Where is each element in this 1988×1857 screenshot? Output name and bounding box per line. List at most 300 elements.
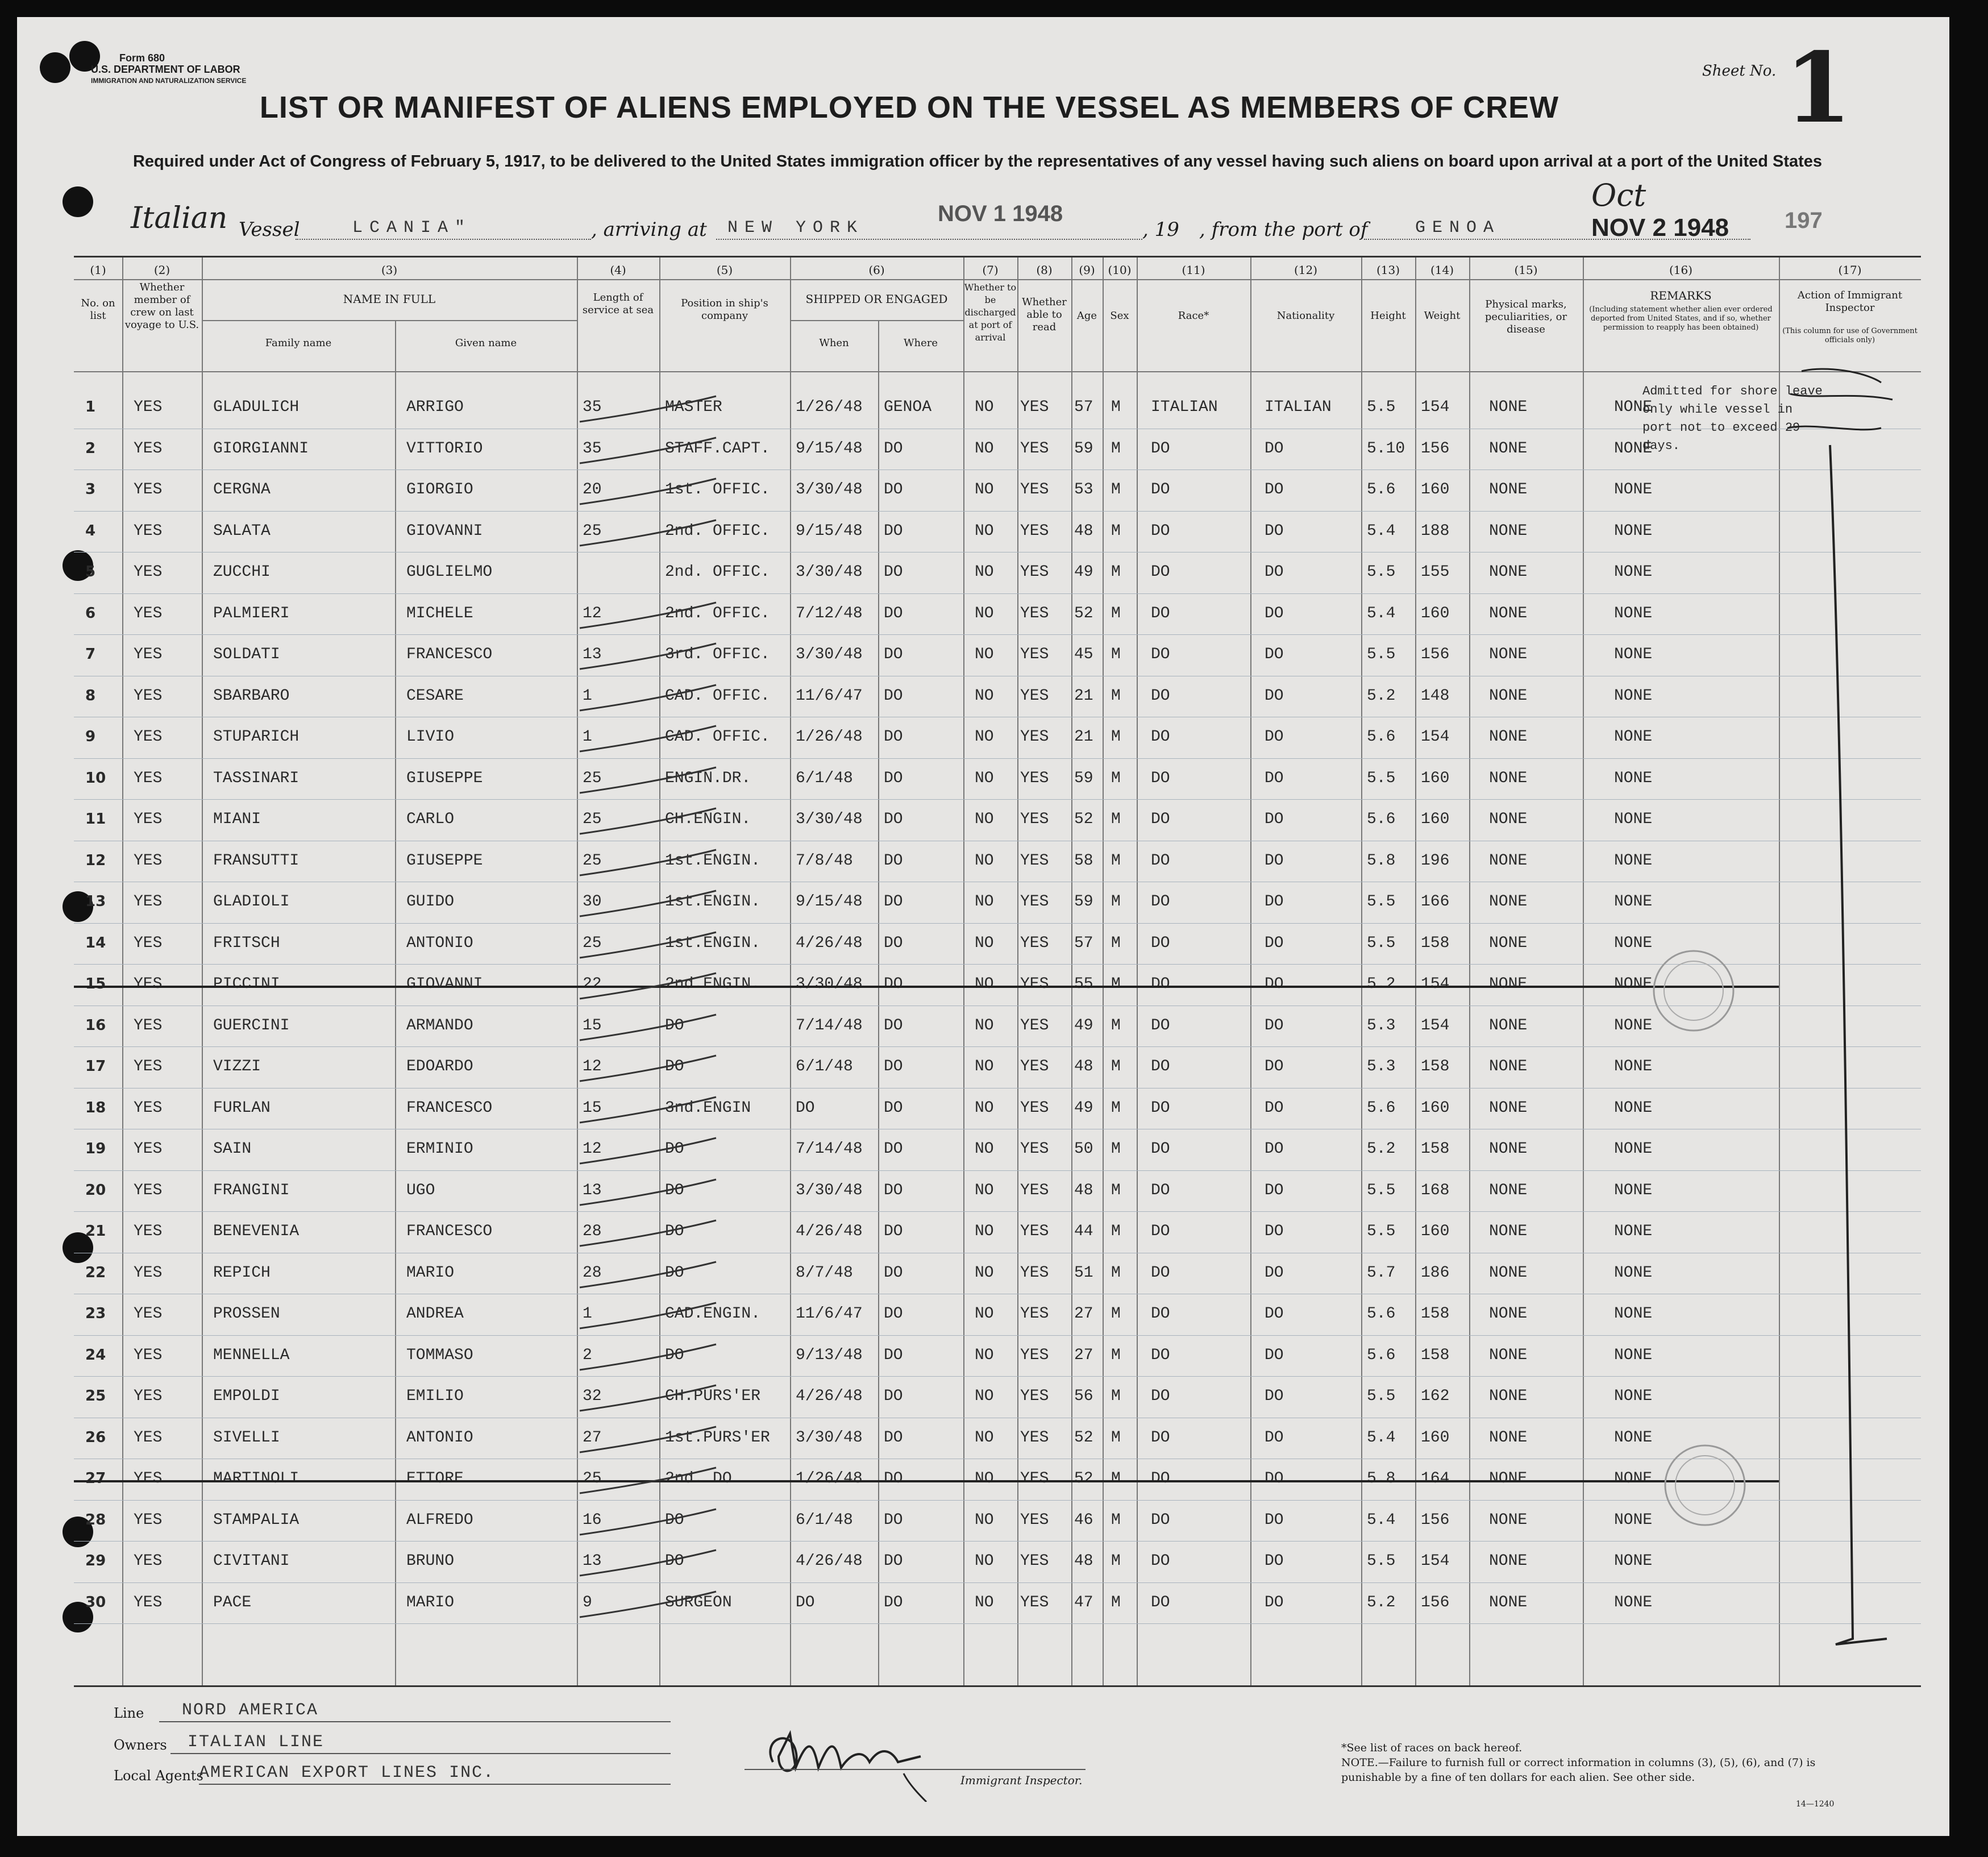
weight: 158 bbox=[1421, 934, 1450, 952]
age: 52 bbox=[1074, 604, 1093, 622]
remarks: NONE bbox=[1614, 522, 1653, 540]
family-name: SAIN bbox=[213, 1140, 252, 1158]
nationality: DO bbox=[1265, 811, 1284, 828]
col-header-sex: Sex bbox=[1110, 310, 1129, 322]
col-num: (10) bbox=[1108, 263, 1132, 277]
remarks: NONE bbox=[1614, 1058, 1653, 1075]
shipped-where: DO bbox=[884, 604, 903, 622]
discharged-at-port: NO bbox=[975, 1058, 994, 1075]
weight: 158 bbox=[1421, 1058, 1450, 1075]
able-to-read: YES bbox=[1020, 1223, 1049, 1240]
row-number: 29 bbox=[85, 1552, 106, 1569]
shipped-where: DO bbox=[884, 975, 903, 993]
agents-underline bbox=[199, 1784, 671, 1785]
shipped-when: 1/26/48 bbox=[796, 398, 863, 416]
discharged-at-port: NO bbox=[975, 1346, 994, 1364]
line-value: NORD AMERICA bbox=[182, 1701, 319, 1720]
length-of-service: 25 bbox=[583, 1470, 602, 1488]
position: 2nd. DO bbox=[665, 1470, 732, 1488]
sex: M bbox=[1111, 1346, 1121, 1364]
age: 52 bbox=[1074, 811, 1093, 828]
physical-marks: NONE bbox=[1489, 975, 1528, 993]
departure-date-stamp: NOV 2 1948 bbox=[1591, 214, 1729, 242]
nationality: DO bbox=[1265, 1016, 1284, 1035]
height: 5.8 bbox=[1367, 851, 1396, 870]
col-num: (1) bbox=[90, 263, 106, 277]
length-of-service: 13 bbox=[583, 1181, 602, 1199]
crew-last-voyage: YES bbox=[134, 1346, 163, 1364]
age: 47 bbox=[1074, 1593, 1093, 1611]
crew-last-voyage: YES bbox=[134, 522, 163, 540]
sex: M bbox=[1111, 975, 1121, 993]
nationality: DO bbox=[1265, 1181, 1284, 1199]
crew-last-voyage: YES bbox=[134, 439, 163, 458]
shipped-when: 7/14/48 bbox=[796, 1140, 863, 1158]
weight: 155 bbox=[1421, 563, 1450, 581]
remarks: NONE bbox=[1614, 1181, 1653, 1199]
discharged-at-port: NO bbox=[975, 1305, 994, 1323]
col-header-discharged: Whether to be discharged at port of arrival bbox=[964, 282, 1017, 343]
height: 5.2 bbox=[1367, 1140, 1396, 1158]
signature-stroke bbox=[904, 1773, 926, 1802]
crew-last-voyage: YES bbox=[134, 1387, 163, 1405]
age: 44 bbox=[1074, 1223, 1093, 1240]
position: DO bbox=[665, 1140, 684, 1158]
discharged-at-port: NO bbox=[975, 1099, 994, 1117]
remarks: NONE bbox=[1614, 975, 1653, 993]
inspector-label: Immigrant Inspector. bbox=[960, 1773, 1083, 1787]
discharged-at-port: NO bbox=[975, 1428, 994, 1447]
remarks: NONE bbox=[1614, 1593, 1653, 1611]
sex: M bbox=[1111, 1305, 1121, 1323]
physical-marks: NONE bbox=[1489, 604, 1528, 622]
position: DO bbox=[665, 1511, 684, 1529]
discharged-at-port: NO bbox=[975, 1552, 994, 1570]
height: 5.5 bbox=[1367, 769, 1396, 787]
weight: 160 bbox=[1421, 1099, 1450, 1117]
physical-marks: NONE bbox=[1489, 851, 1528, 870]
given-name: GUGLIELMO bbox=[406, 563, 493, 581]
shipped-where: DO bbox=[884, 1593, 903, 1611]
position: DO bbox=[665, 1346, 684, 1364]
form-number: Form 680 bbox=[119, 52, 165, 64]
age: 51 bbox=[1074, 1264, 1093, 1282]
race: DO bbox=[1151, 1511, 1170, 1529]
discharged-at-port: NO bbox=[975, 604, 994, 622]
row-number: 6 bbox=[85, 604, 96, 622]
nationality: DO bbox=[1265, 1387, 1284, 1405]
row-number: 28 bbox=[85, 1511, 106, 1528]
height: 5.5 bbox=[1367, 1552, 1396, 1570]
able-to-read: YES bbox=[1020, 687, 1049, 705]
row-number: 10 bbox=[85, 769, 106, 787]
handwritten-note: Italian bbox=[131, 201, 228, 235]
family-name: PROSSEN bbox=[213, 1305, 280, 1323]
height: 5.6 bbox=[1367, 1099, 1396, 1117]
remarks: NONE bbox=[1614, 1264, 1653, 1282]
able-to-read: YES bbox=[1020, 522, 1049, 540]
family-name: PICCINI bbox=[213, 975, 280, 993]
sex: M bbox=[1111, 893, 1121, 911]
physical-marks: NONE bbox=[1489, 1140, 1528, 1158]
manifest-sheet bbox=[17, 17, 1949, 1836]
owners-label: Owners bbox=[114, 1737, 167, 1753]
height: 5.5 bbox=[1367, 1387, 1396, 1405]
able-to-read: YES bbox=[1020, 1305, 1049, 1323]
arriving-label: , arriving at bbox=[591, 218, 707, 241]
row-number: 30 bbox=[85, 1593, 106, 1611]
sex: M bbox=[1111, 1016, 1121, 1035]
race: DO bbox=[1151, 1099, 1170, 1117]
position: DO bbox=[665, 1264, 684, 1282]
weight: 188 bbox=[1421, 522, 1450, 540]
shipped-when: DO bbox=[796, 1593, 815, 1611]
shipped-when: 4/26/48 bbox=[796, 1387, 863, 1405]
length-of-service: 32 bbox=[583, 1387, 602, 1405]
seal-stamp-icon bbox=[1654, 951, 1733, 1031]
physical-marks: NONE bbox=[1489, 1470, 1528, 1488]
height: 5.5 bbox=[1367, 1181, 1396, 1199]
race: DO bbox=[1151, 728, 1170, 746]
nationality: DO bbox=[1265, 728, 1284, 746]
shipped-where: DO bbox=[884, 1223, 903, 1240]
col-header-race: Race* bbox=[1178, 310, 1209, 322]
crew-last-voyage: YES bbox=[134, 604, 163, 622]
length-of-service: 15 bbox=[583, 1099, 602, 1117]
seal-stamp-inner bbox=[1664, 961, 1723, 1020]
given-name: FRANCESCO bbox=[406, 1223, 493, 1240]
shipped-when: 9/15/48 bbox=[796, 439, 863, 458]
family-name: EMPOLDI bbox=[213, 1387, 280, 1405]
nationality: DO bbox=[1265, 604, 1284, 622]
given-name: GIOVANNI bbox=[406, 975, 483, 993]
family-name: SOLDATI bbox=[213, 646, 280, 663]
arrival-port: NEW YORK bbox=[727, 218, 864, 238]
family-name: REPICH bbox=[213, 1264, 271, 1282]
handwritten-note-stroke bbox=[1802, 369, 1881, 383]
vessel-line bbox=[17, 177, 1949, 246]
page-reference-stamp: 197 bbox=[1785, 208, 1823, 233]
weight: 154 bbox=[1421, 728, 1450, 746]
crew-last-voyage: YES bbox=[134, 934, 163, 952]
sex: M bbox=[1111, 851, 1121, 870]
inspector-underline bbox=[745, 1769, 1086, 1770]
discharged-at-port: NO bbox=[975, 1511, 994, 1529]
col-num: (2) bbox=[153, 263, 170, 277]
weight: 186 bbox=[1421, 1264, 1450, 1282]
age: 49 bbox=[1074, 563, 1093, 581]
position: 1st.ENGIN. bbox=[665, 934, 761, 952]
shipped-when: 3/30/48 bbox=[796, 1428, 863, 1447]
able-to-read: YES bbox=[1020, 811, 1049, 828]
able-to-read: YES bbox=[1020, 1346, 1049, 1364]
shipped-when: 6/1/48 bbox=[796, 1511, 853, 1529]
col-header-age: Age bbox=[1076, 310, 1097, 322]
age: 21 bbox=[1074, 728, 1093, 746]
weight: 154 bbox=[1421, 975, 1450, 993]
row-number: 27 bbox=[85, 1470, 106, 1487]
given-name: UGO bbox=[406, 1181, 435, 1199]
age: 52 bbox=[1074, 1428, 1093, 1447]
height: 5.4 bbox=[1367, 1428, 1396, 1447]
shipped-where: DO bbox=[884, 851, 903, 870]
shipped-where: DO bbox=[884, 481, 903, 498]
crew-table bbox=[74, 256, 1921, 1687]
row-number: 9 bbox=[85, 728, 96, 745]
race: DO bbox=[1151, 851, 1170, 870]
handwritten-note-stroke bbox=[1790, 394, 1893, 400]
length-of-service: 1 bbox=[583, 1305, 592, 1323]
crew-last-voyage: YES bbox=[134, 1016, 163, 1035]
length-of-service: 12 bbox=[583, 1058, 602, 1075]
position: 2nd. OFFIC. bbox=[665, 604, 770, 622]
shipped-when: 3/30/48 bbox=[796, 481, 863, 498]
shipped-where: DO bbox=[884, 1264, 903, 1282]
seal-stamp-icon bbox=[1665, 1445, 1745, 1525]
sex: M bbox=[1111, 1470, 1121, 1488]
crew-last-voyage: YES bbox=[134, 1181, 163, 1199]
row-number: 26 bbox=[85, 1428, 106, 1446]
discharged-at-port: NO bbox=[975, 893, 994, 911]
crew-last-voyage: YES bbox=[134, 1593, 163, 1611]
shipped-when: 3/30/48 bbox=[796, 1181, 863, 1199]
discharged-at-port: NO bbox=[975, 1016, 994, 1035]
length-of-service: 25 bbox=[583, 934, 602, 952]
weight: 154 bbox=[1421, 1552, 1450, 1570]
race: DO bbox=[1151, 481, 1170, 498]
discharged-at-port: NO bbox=[975, 975, 994, 993]
row-number: 24 bbox=[85, 1346, 106, 1364]
physical-marks: NONE bbox=[1489, 1181, 1528, 1199]
position: STAFF.CAPT. bbox=[665, 439, 770, 458]
family-name: MIANI bbox=[213, 811, 261, 828]
able-to-read: YES bbox=[1020, 1593, 1049, 1611]
race: DO bbox=[1151, 522, 1170, 540]
remarks: NONE bbox=[1614, 1387, 1653, 1405]
col-header-position: Position in ship's company bbox=[681, 297, 768, 322]
physical-marks: NONE bbox=[1489, 769, 1528, 787]
height: 5.2 bbox=[1367, 687, 1396, 705]
able-to-read: YES bbox=[1020, 604, 1049, 622]
discharged-at-port: NO bbox=[975, 811, 994, 828]
physical-marks: NONE bbox=[1489, 1058, 1528, 1075]
nationality: DO bbox=[1265, 1223, 1284, 1240]
row-number: 3 bbox=[85, 481, 96, 498]
given-name: EDOARDO bbox=[406, 1058, 473, 1075]
weight: 160 bbox=[1421, 481, 1450, 498]
physical-marks: NONE bbox=[1489, 934, 1528, 952]
discharged-at-port: NO bbox=[975, 398, 994, 416]
family-name: PACE bbox=[213, 1593, 252, 1611]
row-number: 11 bbox=[85, 811, 106, 828]
shipped-when: 1/26/48 bbox=[796, 728, 863, 746]
height: 5.2 bbox=[1367, 1593, 1396, 1611]
physical-marks: NONE bbox=[1489, 1428, 1528, 1447]
shipped-where: DO bbox=[884, 1511, 903, 1529]
shipped-when: 6/1/48 bbox=[796, 769, 853, 787]
age: 48 bbox=[1074, 522, 1093, 540]
crew-last-voyage: YES bbox=[134, 646, 163, 663]
shipped-when: 7/14/48 bbox=[796, 1016, 863, 1035]
race: DO bbox=[1151, 1305, 1170, 1323]
col-num: (11) bbox=[1182, 263, 1205, 277]
race: DO bbox=[1151, 563, 1170, 581]
age: 59 bbox=[1074, 893, 1093, 911]
race: DO bbox=[1151, 1346, 1170, 1364]
remarks: NONE bbox=[1614, 563, 1653, 581]
col-header-name: NAME IN FULL bbox=[343, 292, 436, 306]
physical-marks: NONE bbox=[1489, 398, 1528, 416]
family-name: GUERCINI bbox=[213, 1016, 290, 1035]
weight: 158 bbox=[1421, 1346, 1450, 1364]
race: DO bbox=[1151, 1223, 1170, 1240]
given-name: CARLO bbox=[406, 811, 455, 828]
family-name: GLADULICH bbox=[213, 398, 300, 416]
from-port-label: , from the port of bbox=[1199, 218, 1368, 241]
position: 1st. OFFIC. bbox=[665, 481, 770, 498]
age: 27 bbox=[1074, 1305, 1093, 1323]
row-number: 22 bbox=[85, 1264, 106, 1281]
family-name: GIORGIANNI bbox=[213, 439, 309, 458]
length-of-service: 12 bbox=[583, 1140, 602, 1158]
position: DO bbox=[665, 1181, 684, 1199]
owners-underline bbox=[170, 1753, 671, 1754]
nationality: DO bbox=[1265, 439, 1284, 458]
col-header-inspector-note: (This column for use of Government officials only) bbox=[1782, 327, 1918, 344]
col-header-read: Whether able to read bbox=[1022, 296, 1067, 333]
position: CAD. OFFIC. bbox=[665, 687, 770, 705]
shipped-when: 9/15/48 bbox=[796, 522, 863, 540]
nationality: DO bbox=[1265, 1140, 1284, 1158]
crew-last-voyage: YES bbox=[134, 1264, 163, 1282]
family-name: MARTINOLI bbox=[213, 1470, 300, 1488]
position: 2nd. OFFIC. bbox=[665, 522, 770, 540]
able-to-read: YES bbox=[1020, 1387, 1049, 1405]
seal-stamp-inner bbox=[1675, 1456, 1735, 1515]
port-underline bbox=[716, 239, 1142, 240]
position: CAD.ENGIN. bbox=[665, 1305, 761, 1323]
row-number: 2 bbox=[85, 439, 96, 457]
physical-marks: NONE bbox=[1489, 1511, 1528, 1529]
race: DO bbox=[1151, 1016, 1170, 1035]
family-name: SBARBARO bbox=[213, 687, 290, 705]
shipped-where: DO bbox=[884, 934, 903, 952]
col-num: (7) bbox=[982, 263, 999, 277]
shipped-where: GENOA bbox=[884, 398, 932, 416]
col-header-remarks-note: (Including statement whether alien ever ordered deported from United States, and if so, whether permission to reapply has been obtained) bbox=[1589, 305, 1773, 332]
year-label: , 19 bbox=[1142, 218, 1179, 241]
col-num: (3) bbox=[381, 263, 398, 277]
remarks: NONE bbox=[1614, 481, 1653, 498]
nationality: DO bbox=[1265, 1552, 1284, 1570]
race: DO bbox=[1151, 1428, 1170, 1447]
race: DO bbox=[1151, 646, 1170, 663]
shipped-where: DO bbox=[884, 893, 903, 911]
sex: M bbox=[1111, 769, 1121, 787]
shore-leave-remark: Admitted for shore leave only while vessel in port not to exceed 29 days. bbox=[1642, 384, 1823, 453]
able-to-read: YES bbox=[1020, 1058, 1049, 1075]
punch-hole-icon bbox=[40, 52, 70, 83]
remarks: NONE bbox=[1614, 1552, 1653, 1570]
race: DO bbox=[1151, 1552, 1170, 1570]
remarks: NONE bbox=[1614, 1511, 1653, 1529]
weight: 154 bbox=[1421, 1016, 1450, 1035]
able-to-read: YES bbox=[1020, 1511, 1049, 1529]
row-number: 19 bbox=[85, 1140, 106, 1157]
height: 5.2 bbox=[1367, 975, 1396, 993]
weight: 166 bbox=[1421, 893, 1450, 911]
shipped-when: 9/13/48 bbox=[796, 1346, 863, 1364]
shipped-when: 7/8/48 bbox=[796, 851, 853, 870]
vessel-underline bbox=[296, 239, 591, 240]
able-to-read: YES bbox=[1020, 646, 1049, 663]
remarks: NONE bbox=[1614, 1099, 1653, 1117]
physical-marks: NONE bbox=[1489, 1346, 1528, 1364]
age: 57 bbox=[1074, 398, 1093, 416]
crew-last-voyage: YES bbox=[134, 687, 163, 705]
shipped-where: DO bbox=[884, 1552, 903, 1570]
race: DO bbox=[1151, 1387, 1170, 1405]
length-of-service: 13 bbox=[583, 646, 602, 663]
age: 59 bbox=[1074, 769, 1093, 787]
sex: M bbox=[1111, 439, 1121, 458]
remarks: NONE bbox=[1614, 1470, 1653, 1488]
departure-port: GENOA bbox=[1415, 218, 1501, 238]
vessel-label: Vessel bbox=[239, 218, 300, 241]
shipped-when: 3/30/48 bbox=[796, 811, 863, 828]
family-name: STUPARICH bbox=[213, 728, 300, 746]
height: 5.5 bbox=[1367, 563, 1396, 581]
remarks: NONE bbox=[1614, 934, 1653, 952]
discharged-at-port: NO bbox=[975, 1470, 994, 1488]
race: DO bbox=[1151, 1264, 1170, 1282]
form-code: 14—1240 bbox=[1796, 1800, 1835, 1809]
row-number: 23 bbox=[85, 1305, 106, 1322]
col-header-when: When bbox=[819, 337, 849, 349]
family-name: FURLAN bbox=[213, 1099, 271, 1117]
position: SURGEON bbox=[665, 1593, 732, 1611]
able-to-read: YES bbox=[1020, 893, 1049, 911]
race: DO bbox=[1151, 439, 1170, 458]
position: 1st.ENGIN. bbox=[665, 893, 761, 911]
shipped-when: 4/26/48 bbox=[796, 1223, 863, 1240]
col-header-shipped: SHIPPED OR ENGAGED bbox=[805, 292, 948, 306]
col-header-crew: Whether member of crew on last voyage to U.S. bbox=[124, 281, 199, 331]
sex: M bbox=[1111, 934, 1121, 952]
age: 57 bbox=[1074, 934, 1093, 952]
position: DO bbox=[665, 1058, 684, 1075]
weight: 156 bbox=[1421, 439, 1450, 458]
position: DO bbox=[665, 1016, 684, 1035]
vessel-name: LCANIA" bbox=[352, 218, 472, 238]
remarks: NONE bbox=[1614, 728, 1653, 746]
shipped-when: 4/26/48 bbox=[796, 1552, 863, 1570]
weight: 160 bbox=[1421, 1223, 1450, 1240]
physical-marks: NONE bbox=[1489, 646, 1528, 663]
height: 5.6 bbox=[1367, 811, 1396, 828]
race: DO bbox=[1151, 1181, 1170, 1199]
age: 49 bbox=[1074, 1016, 1093, 1035]
remarks: NONE bbox=[1614, 1016, 1653, 1035]
col-header-service: Length of service at sea bbox=[582, 292, 654, 316]
discharged-at-port: NO bbox=[975, 851, 994, 870]
height: 5.6 bbox=[1367, 1305, 1396, 1323]
crew-last-voyage: YES bbox=[134, 1552, 163, 1570]
given-name: GIUSEPPE bbox=[406, 851, 483, 870]
shipped-when: 3/30/48 bbox=[796, 646, 863, 663]
sex: M bbox=[1111, 1552, 1121, 1570]
age: 58 bbox=[1074, 851, 1093, 870]
